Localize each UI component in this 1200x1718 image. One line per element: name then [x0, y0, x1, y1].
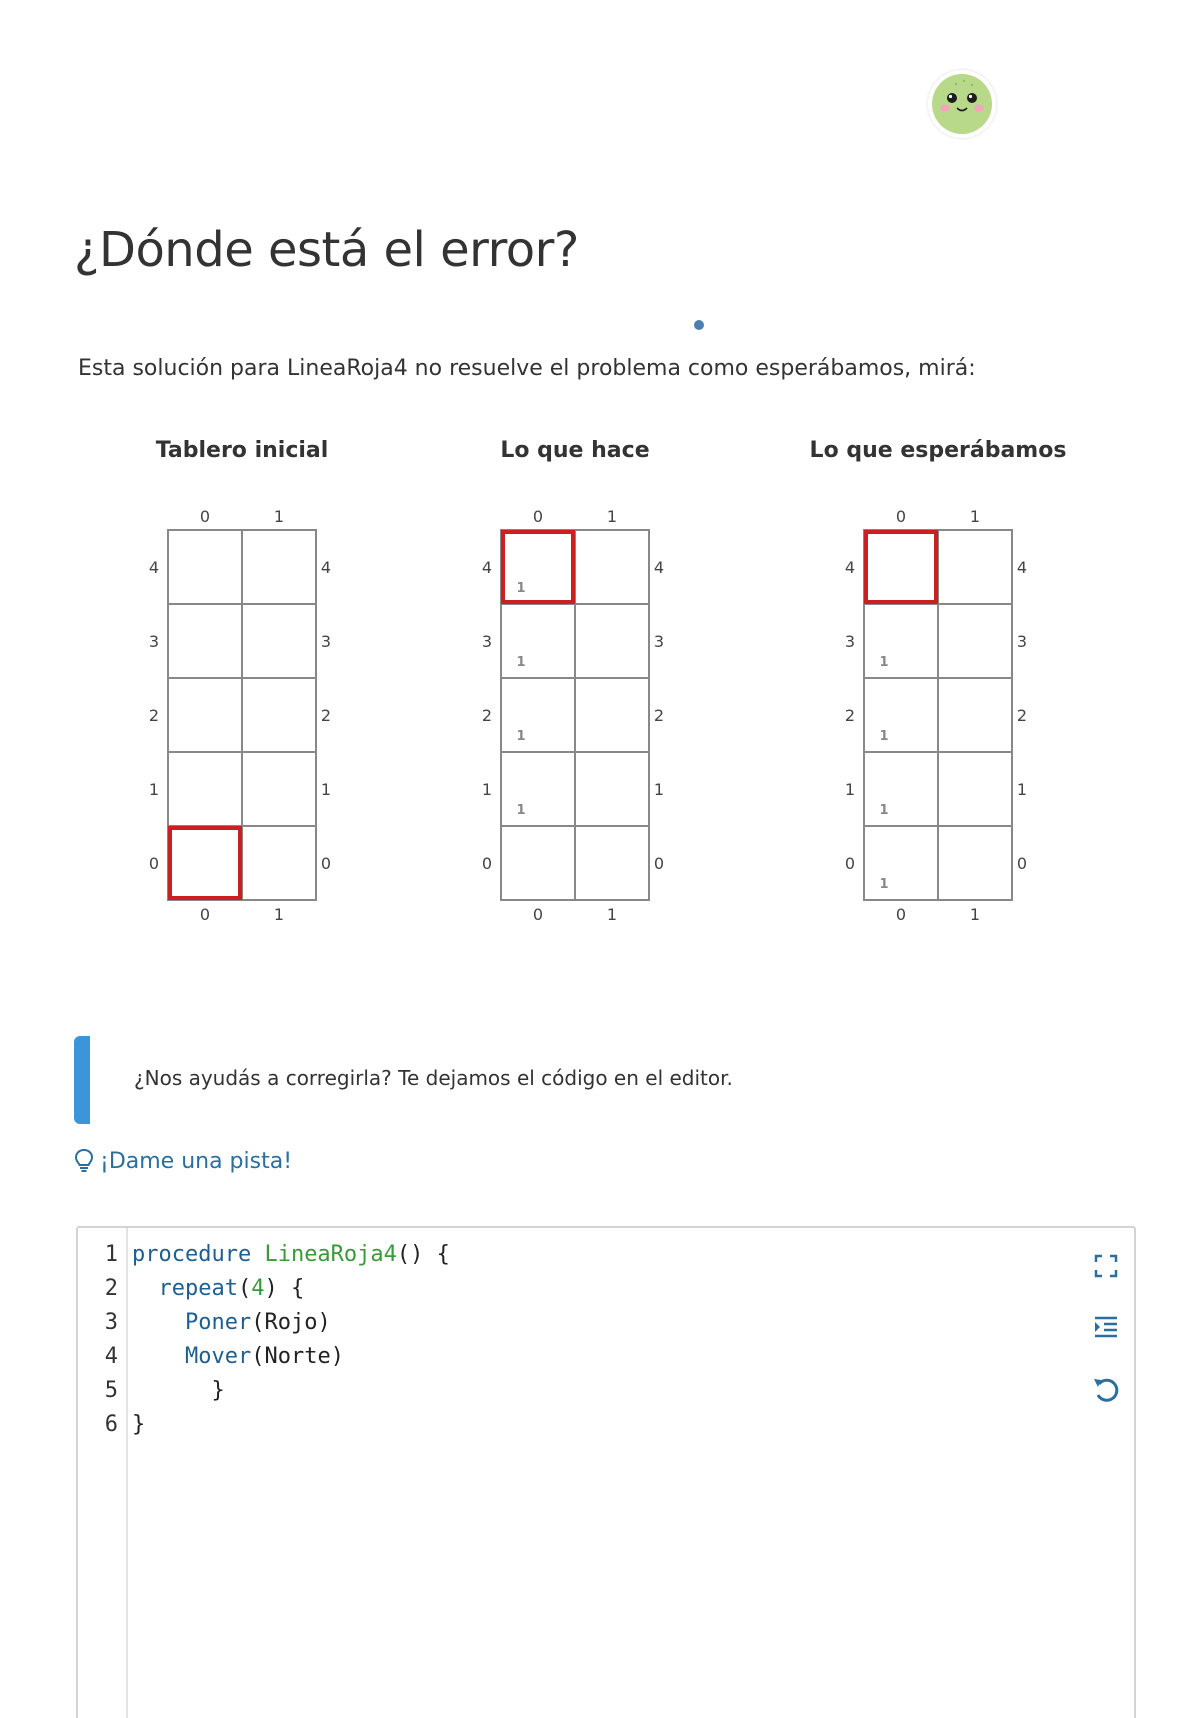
- reset-button[interactable]: [1090, 1374, 1122, 1406]
- row-label: 4: [148, 558, 160, 577]
- code-token: procedure: [132, 1242, 265, 1267]
- line-gutter: [78, 1228, 128, 1718]
- column-label: 0: [199, 507, 211, 526]
- code-token: (Norte): [251, 1344, 344, 1369]
- row-label: 3: [1016, 632, 1028, 651]
- board-cell: [501, 604, 575, 678]
- row-label: 4: [481, 558, 493, 577]
- board-cell: [242, 752, 316, 826]
- board-cell: [938, 826, 1012, 900]
- row-label: 1: [1016, 780, 1028, 799]
- code-line[interactable]: [132, 1242, 450, 1267]
- board-cell: [501, 530, 575, 604]
- board-actual: [473, 500, 693, 940]
- red-ball-count: 1: [879, 803, 889, 818]
- board-cell: [168, 530, 242, 604]
- row-label: 3: [653, 632, 665, 651]
- code-token: () {: [396, 1242, 450, 1267]
- red-ball-count: 1: [516, 581, 526, 596]
- code-line[interactable]: [132, 1310, 331, 1335]
- progress-dot: [694, 320, 704, 330]
- row-label: 4: [844, 558, 856, 577]
- code-token: (Rojo): [251, 1310, 331, 1335]
- board-cell: [938, 752, 1012, 826]
- board-cell: [501, 752, 575, 826]
- line-number: 3: [104, 1310, 118, 1335]
- board-cell: [575, 752, 649, 826]
- board-cell: [938, 678, 1012, 752]
- intro-text: Esta solución para LineaRoja4 no resuelve el problema como esperábamos, mirá:: [78, 356, 976, 381]
- board-cell: [501, 678, 575, 752]
- code-token: [132, 1276, 159, 1301]
- column-label: 0: [532, 507, 544, 526]
- board-title-actual: Lo que hace: [500, 438, 650, 463]
- row-label: 1: [481, 780, 493, 799]
- lightbulb-icon: [74, 1148, 94, 1174]
- line-number: 6: [104, 1412, 118, 1437]
- line-number: 1: [104, 1242, 118, 1267]
- board-cell: [242, 604, 316, 678]
- row-label: 3: [320, 632, 332, 651]
- row-label: 2: [320, 706, 332, 725]
- line-number: 4: [104, 1344, 118, 1369]
- code-token: LineaRoja4: [264, 1242, 397, 1267]
- column-label: 1: [969, 507, 981, 526]
- column-label: 1: [273, 905, 285, 924]
- column-label: 0: [895, 507, 907, 526]
- board-cell: [168, 826, 242, 900]
- column-label: 0: [532, 905, 544, 924]
- board-title-initial: Tablero inicial: [155, 438, 329, 463]
- column-label: 0: [895, 905, 907, 924]
- board-expected: [836, 500, 1056, 940]
- code-editor[interactable]: [76, 1226, 1136, 1718]
- row-label: 0: [148, 854, 160, 873]
- reset-icon: [1090, 1374, 1122, 1406]
- code-token: ) {: [264, 1276, 305, 1301]
- code-token: }: [132, 1378, 225, 1403]
- red-ball-count: 1: [879, 729, 889, 744]
- board-cell: [575, 826, 649, 900]
- board-cell: [168, 752, 242, 826]
- hint-link[interactable]: [74, 1148, 292, 1174]
- red-ball-count: 1: [516, 803, 526, 818]
- board-cell: [864, 530, 938, 604]
- board-cell: [938, 530, 1012, 604]
- column-label: 1: [606, 507, 618, 526]
- board-cell: [168, 678, 242, 752]
- red-ball-count: 1: [516, 655, 526, 670]
- row-label: 2: [148, 706, 160, 725]
- row-label: 2: [844, 706, 856, 725]
- code-token: [132, 1344, 185, 1369]
- row-label: 4: [653, 558, 665, 577]
- column-label: 1: [969, 905, 981, 924]
- row-label: 0: [481, 854, 493, 873]
- board-cell: [864, 826, 938, 900]
- fullscreen-button[interactable]: [1090, 1250, 1122, 1282]
- code-line[interactable]: [132, 1276, 304, 1301]
- board-cell: [864, 752, 938, 826]
- board-cell: [242, 678, 316, 752]
- row-label: 0: [320, 854, 332, 873]
- code-line[interactable]: [132, 1344, 344, 1369]
- code-token: repeat: [158, 1276, 238, 1301]
- row-label: 4: [320, 558, 332, 577]
- row-label: 1: [653, 780, 665, 799]
- row-label: 0: [844, 854, 856, 873]
- row-label: 0: [1016, 854, 1028, 873]
- callout-text: ¿Nos ayudás a corregirla? Te dejamos el código en el editor.: [134, 1066, 733, 1090]
- code-token: 4: [251, 1276, 265, 1301]
- board-cell: [168, 604, 242, 678]
- row-label: 1: [148, 780, 160, 799]
- board-cell: [242, 530, 316, 604]
- code-line[interactable]: [132, 1378, 225, 1403]
- indent-icon: [1090, 1312, 1122, 1344]
- row-label: 3: [481, 632, 493, 651]
- row-label: 4: [1016, 558, 1028, 577]
- board-cell: [242, 826, 316, 900]
- row-label: 1: [320, 780, 332, 799]
- row-label: 3: [148, 632, 160, 651]
- board-cell: [575, 604, 649, 678]
- line-number: 2: [104, 1276, 118, 1301]
- board-cell: [864, 604, 938, 678]
- fullscreen-icon: [1090, 1250, 1122, 1282]
- callout: [74, 1036, 1130, 1124]
- board-cell: [501, 826, 575, 900]
- row-label: 1: [844, 780, 856, 799]
- avatar-face-icon: [928, 70, 996, 138]
- board-title-expected: Lo que esperábamos: [809, 438, 1067, 463]
- code-token: (: [237, 1276, 252, 1301]
- code-line[interactable]: [132, 1412, 145, 1437]
- column-label: 0: [199, 905, 211, 924]
- line-number: 5: [104, 1378, 118, 1403]
- code-token: }: [132, 1412, 146, 1437]
- code-token: [132, 1310, 185, 1335]
- board-cell: [575, 530, 649, 604]
- page-title: ¿Dónde está el error?: [74, 222, 579, 278]
- row-label: 2: [481, 706, 493, 725]
- hint-link-label: ¡Dame una pista!: [100, 1148, 293, 1174]
- row-label: 2: [1016, 706, 1028, 725]
- board-initial: [140, 500, 360, 940]
- board-cell: [575, 678, 649, 752]
- row-label: 3: [844, 632, 856, 651]
- column-label: 1: [606, 905, 618, 924]
- code-token: Mover: [184, 1344, 252, 1369]
- column-label: 1: [273, 507, 285, 526]
- board-cell: [864, 678, 938, 752]
- avatar[interactable]: [928, 70, 996, 138]
- indent-button[interactable]: [1090, 1312, 1122, 1344]
- row-label: 0: [653, 854, 665, 873]
- code-token: Poner: [184, 1310, 252, 1335]
- red-ball-count: 1: [879, 877, 889, 892]
- callout-accent-bar: [74, 1036, 90, 1124]
- row-label: 2: [653, 706, 665, 725]
- red-ball-count: 1: [516, 729, 526, 744]
- board-cell: [938, 604, 1012, 678]
- red-ball-count: 1: [879, 655, 889, 670]
